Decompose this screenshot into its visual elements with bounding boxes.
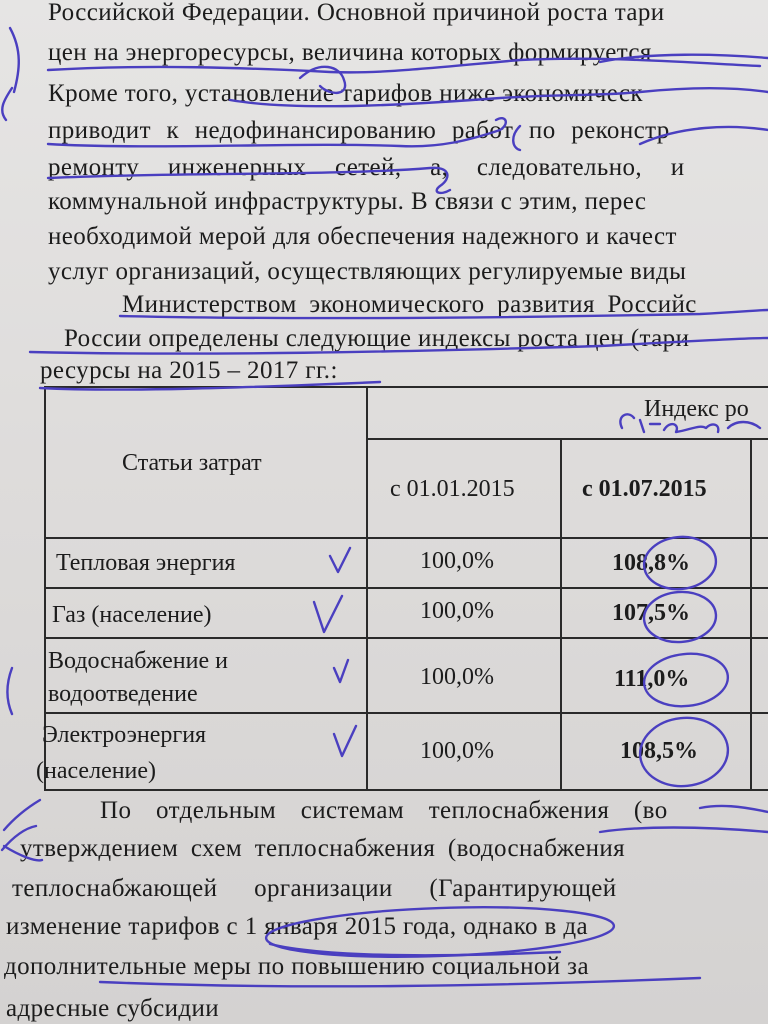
table-border [750, 438, 752, 791]
text-line: дополнительные меры по повышению социальной за [4, 953, 589, 980]
tariff-index-table [36, 382, 768, 792]
text-line: Кроме того, установление тарифов ниже экономическ [48, 80, 643, 107]
table-border [368, 438, 768, 440]
table-row-name: Газ (население) [52, 602, 212, 628]
pen-margin-mark [8, 668, 13, 714]
table-header-costs: Статьи затрат [122, 450, 262, 476]
table-border [44, 537, 768, 539]
pen-margin-mark [2, 88, 12, 120]
text-line: услуг организаций, осуществляющих регулируемые виды [48, 258, 687, 285]
table-cell-value: 100,0% [420, 664, 494, 690]
text-line: ресурсы на 2015 – 2017 гг.: [40, 357, 338, 384]
table-row-name: водоотведение [48, 681, 198, 707]
pen-underline [600, 828, 768, 833]
text-line: По отдельным системам теплоснабжения (во [100, 797, 668, 824]
table-header-col-2: с 01.07.2015 [582, 476, 707, 502]
text-line: приводит к недофинансированию работ по реконстр [48, 117, 670, 144]
table-cell-value: 108,8% [612, 550, 690, 576]
table-cell-value: 100,0% [420, 598, 494, 624]
text-line: ремонту инженерных сетей, а, следовательно, и [48, 154, 685, 181]
text-line: цен на энергоресурсы, величина которых формируется [48, 39, 652, 66]
text-line: Российской Федерации. Основной причиной роста тари [48, 0, 665, 26]
text-line: изменение тарифов с 1 января 2015 года, однако в да [6, 913, 588, 940]
table-border [44, 789, 768, 791]
text-line: утверждением схем теплоснабжения (водоснабжения [20, 835, 626, 862]
table-border [366, 386, 368, 791]
table-border [560, 438, 562, 791]
table-row-name: (население) [36, 758, 157, 784]
table-border [44, 587, 768, 589]
table-cell-value: 108,5% [620, 738, 698, 764]
text-line: теплоснабжающей организации (Гарантирующей [12, 875, 617, 902]
table-header-col-1: с 01.01.2015 [390, 476, 515, 502]
table-header-group: Индекс ро [644, 396, 749, 422]
table-cell-value: 111,0% [614, 666, 690, 692]
text-line: необходимой мерой для обеспечения надежного и качест [48, 223, 677, 250]
table-cell-value: 100,0% [420, 548, 494, 574]
table-row-name: Водоснабжение и [48, 648, 228, 674]
text-line: адресные субсидии [6, 995, 220, 1022]
text-line: коммунальной инфраструктуры. В связи с этим, перес [48, 188, 647, 215]
table-row-name: Тепловая энергия [56, 550, 236, 576]
pen-underline [700, 806, 768, 812]
text-line: России определены следующие индексы роста цен (тари [64, 325, 690, 352]
table-border [44, 386, 768, 388]
table-border [44, 712, 768, 714]
text-line: Министерством экономического развития Российс [122, 291, 697, 318]
table-border [44, 637, 768, 639]
table-row-name: Электроэнергия [42, 722, 207, 748]
table-cell-value: 107,5% [612, 600, 690, 626]
table-cell-value: 100,0% [420, 738, 494, 764]
pen-margin-mark [10, 28, 19, 92]
